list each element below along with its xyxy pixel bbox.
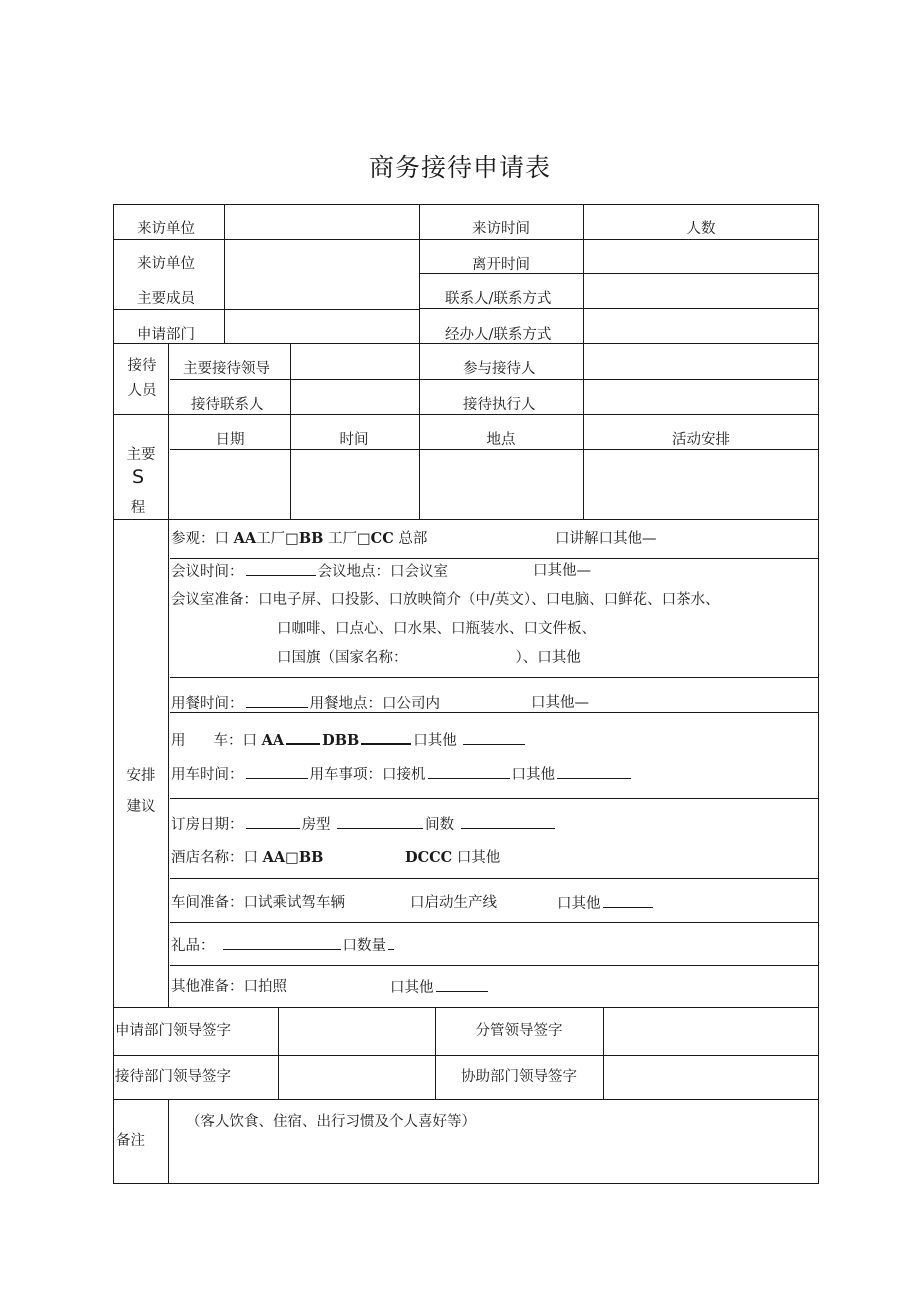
workshop-other: 口其他 [557, 894, 655, 913]
meeting-time-row: 会议时间： 会议地点：口会议室 [171, 564, 448, 580]
remarks-label: 备注 [116, 1133, 145, 1149]
visit-row: 参观：口 AA工厂□BB 工厂□CC 总部 [171, 530, 428, 547]
visit-explain-other[interactable]: 口讲解口其他— [555, 531, 657, 547]
checkbox[interactable]: □ [285, 850, 299, 866]
schedule-label-line2: S [131, 466, 145, 488]
other-prep-blank[interactable] [436, 978, 488, 992]
hotel-name-row: 酒店名称：口 AA□BB [171, 849, 324, 866]
reception-contact-label: 接待联系人 [191, 397, 264, 413]
leave-time-label: 离开时间 [472, 257, 530, 273]
meeting-other[interactable]: 口其他— [533, 563, 591, 579]
contact-label: 联系人/联系方式 [445, 291, 552, 307]
meeting-prep-row: 会议室准备：口电子屏、口投影、口放映简介（中/英文）、口电脑、口鲜花、口茶水、 [171, 592, 720, 608]
schedule-label-line3: 程 [130, 500, 146, 516]
col-date: 日期 [215, 432, 245, 448]
visitor-unit-label-2: 来访单位 [137, 256, 195, 272]
main-members-label: 主要成员 [137, 291, 195, 307]
car-row: 用 车：口 AA DBB 口其他 [171, 730, 527, 750]
meeting-prep-line2: 口咖啡、口点心、口水果、口瓶装水、口文件板、 [277, 621, 596, 637]
executor-label: 接待执行人 [463, 397, 536, 413]
staff-section-label: 接待人员 [127, 358, 157, 399]
participant-label: 参与接待人 [463, 361, 536, 377]
col-activity: 活动安排 [672, 432, 730, 448]
apply-dept-label: 申请部门 [137, 327, 195, 343]
car-matter-blank[interactable] [428, 765, 510, 779]
other-prep-other: 口其他 [390, 978, 490, 997]
col-place: 地点 [486, 432, 516, 448]
checkbox[interactable]: 口 [214, 531, 229, 547]
visitor-unit-label: 来访单位 [137, 221, 195, 237]
room-type-blank[interactable] [337, 815, 423, 829]
car-other2-blank[interactable] [557, 765, 631, 779]
people-count-label: 人数 [686, 221, 716, 237]
car-other-blank[interactable] [463, 731, 525, 745]
form-title: 商务接待申请表 [368, 153, 551, 182]
arrangement-section-label: 安排建议 [126, 768, 156, 815]
production-line-option[interactable]: 口启动生产线 [410, 895, 497, 911]
gift-blank[interactable] [223, 936, 341, 950]
meal-time-blank[interactable] [246, 694, 308, 708]
schedule-label-line1: 主要 [126, 447, 156, 463]
room-count-blank[interactable] [461, 815, 555, 829]
workshop-other-blank[interactable] [603, 894, 653, 908]
hotel-date-row: 订房日期： 房型 间数 [171, 815, 557, 834]
remarks-hint: （客人饮食、住宿、出行习惯及个人喜好等） [186, 1114, 476, 1130]
checkbox[interactable]: □ [356, 531, 371, 547]
meeting-time-blank[interactable] [246, 562, 316, 576]
lead-label: 主要接待领导 [183, 361, 270, 377]
meeting-prep-line3: 口国旗（国家名称： ）、口其他 [277, 650, 581, 666]
assist-dept-leader-sign-label: 协助部门领导签字 [461, 1069, 577, 1085]
apply-dept-leader-sign-label: 申请部门领导签字 [115, 1023, 231, 1039]
workshop-row[interactable]: 车间准备：口试乘试驾车辆 [171, 895, 345, 911]
visit-time-label: 来访时间 [472, 221, 530, 237]
other-prep-row[interactable]: 其他准备：口拍照 [171, 979, 287, 995]
gift-row: 礼品： 口数量 [171, 936, 396, 955]
meal-row: 用餐时间： 用餐地点：口公司内 [171, 696, 440, 712]
car-time-row: 用车时间： 用车事项：口接机 口其他 [171, 765, 633, 784]
col-time: 时间 [339, 432, 369, 448]
meal-other[interactable]: 口其他— [531, 695, 589, 711]
hotel-dccc: DCCC 口其他 [405, 849, 501, 866]
checkbox[interactable]: □ [285, 531, 299, 547]
car-time-blank[interactable] [246, 765, 308, 779]
reception-dept-leader-sign-label: 接待部门领导签字 [115, 1069, 231, 1085]
supervisor-leader-sign-label: 分管领导签字 [475, 1023, 563, 1039]
hotel-date-blank[interactable] [246, 815, 300, 829]
handler-label: 经办人/联系方式 [445, 327, 552, 343]
